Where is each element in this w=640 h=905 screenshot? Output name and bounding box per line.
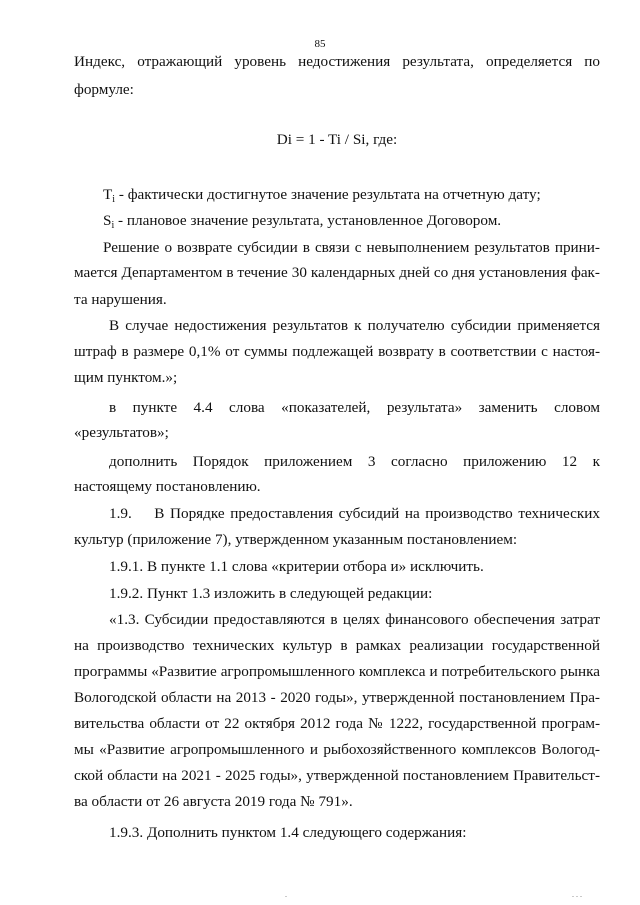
p13-line-4: Вологодской области на 2013 - 2020 годы», утвержденной постановлением Пра-: [74, 689, 600, 706]
t-text: - фактически достигнутое значение результата на отчетную дату;: [115, 186, 541, 203]
scan-speck: . . .: [572, 890, 582, 899]
replace-line-2: «результатов»;: [74, 424, 169, 441]
p193: 1.9.3. Дополнить пунктом 1.4 следующего содержания:: [109, 824, 467, 841]
replace-line-1: в пункте 4.4 слова «показателей, результата» заменить словом: [109, 399, 600, 416]
p13-line-3: программы «Развитие агропромышленного комплекса и потребительского рынка: [74, 663, 600, 680]
s-symbol: S: [103, 212, 112, 229]
p192: 1.9.2. Пункт 1.3 изложить в следующей редакции:: [109, 585, 433, 602]
t-subscript: i: [112, 194, 116, 205]
scan-speck: .: [285, 890, 287, 899]
page-number: 85: [314, 38, 326, 50]
p13-line-6: мы «Развитие агропромышленного и рыбохозяйственного комплексов Вологод-: [74, 741, 600, 758]
decision-line-3: та нарушения.: [74, 291, 167, 308]
p19-line-1: 1.9. В Порядке предоставления субсидий на производство технических: [109, 505, 600, 522]
penalty-line-2: штраф в размере 0,1% от суммы подлежащей возврату в соответствии с настоя-: [74, 343, 600, 360]
s-subscript: i: [111, 220, 115, 231]
p13-line-7: ской области на 2021 - 2025 годы», утвержденной постановлением Правительст-: [74, 767, 600, 784]
p19-line-2: культур (приложение 7), утвержденном указанным постановлением:: [74, 531, 518, 548]
intro-line-2: формуле:: [74, 81, 134, 98]
decision-line-2: мается Департаментом в течение 30 календарных дней со дня установления фак-: [74, 264, 600, 281]
p191: 1.9.1. В пункте 1.1 слова «критерии отбора и» исключить.: [109, 558, 484, 575]
formula: Di = 1 - Ti / Si, где:: [276, 131, 398, 148]
p13-line-2: на производство технических культур в рамках реализации государственной: [74, 637, 600, 654]
t-symbol: T: [103, 186, 113, 203]
p13-line-5: вительства области от 22 октября 2012 года № 1222, государственной програм-: [74, 715, 600, 732]
decision-line-1: Решение о возврате субсидии в связи с невыполнением результатов прини-: [103, 239, 600, 256]
definition-s: [103, 211, 600, 231]
intro-line-1: Индекс, отражающий уровень недостижения результата, определяется по: [74, 53, 600, 70]
s-text: - плановое значение результата, установленное Договором.: [114, 212, 502, 229]
supplement-line-1: дополнить Порядок приложением 3 согласно приложению 12 к: [109, 453, 600, 470]
p13-line-8: ва области от 26 августа 2019 года № 791».: [74, 793, 353, 810]
penalty-line-3: щим пунктом.»;: [74, 369, 178, 386]
definition-t: [103, 185, 600, 205]
penalty-line-1: В случае недостижения результатов к получателю субсидии применяется: [109, 317, 600, 334]
p13-line-1: «1.3. Субсидии предоставляются в целях финансового обеспечения затрат: [109, 611, 600, 628]
supplement-line-2: настоящему постановлению.: [74, 478, 261, 495]
